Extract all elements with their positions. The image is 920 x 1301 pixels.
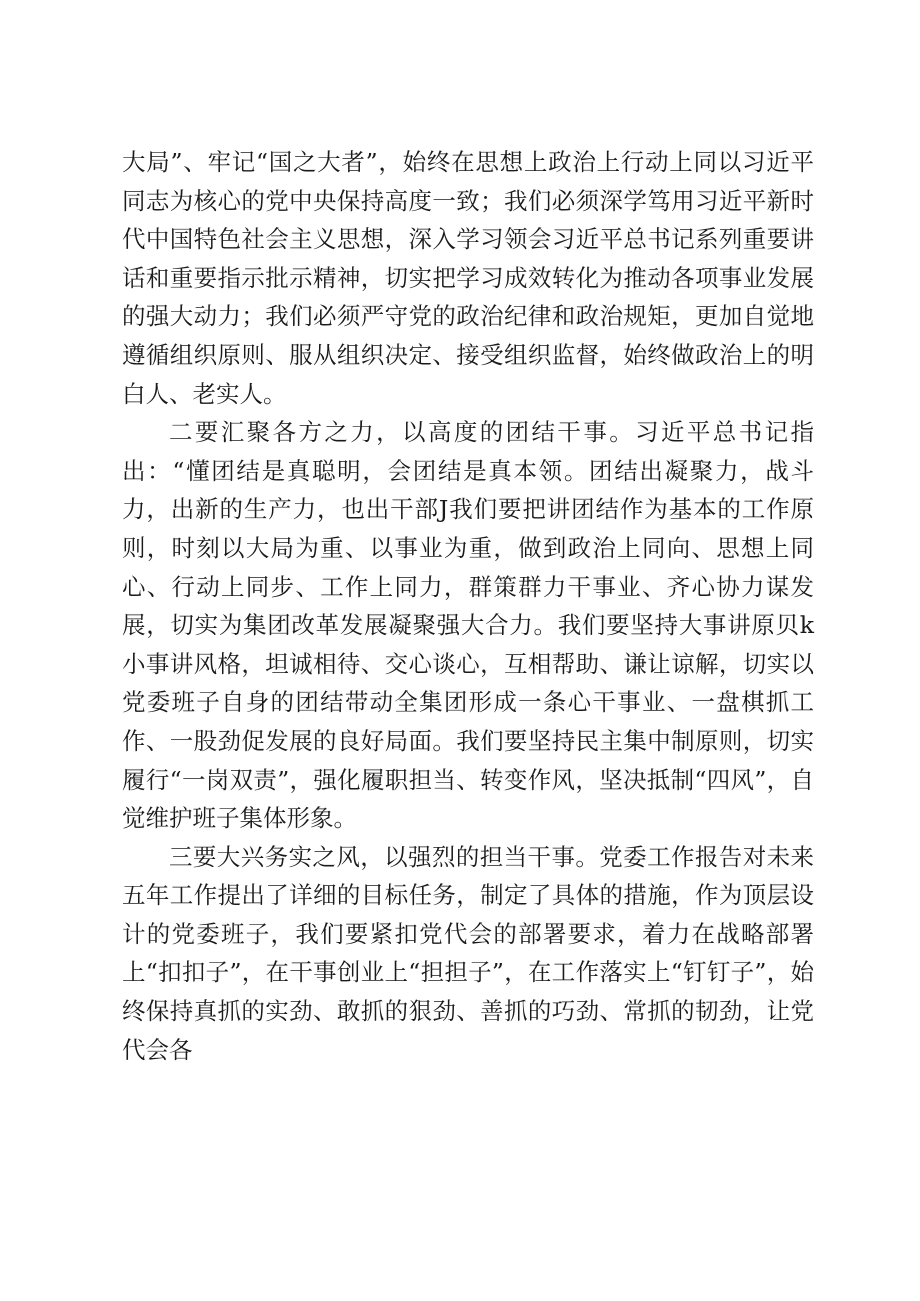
document-body xyxy=(122,143,814,1069)
paragraph-unity: 二要汇聚各方之力，以高度的团结干事。习近平总书记指出：“懂团结是真聪明，会团结是真本领。团结出凝聚力，战斗力，出新的生产力，也出干部J我们要把讲团结作为基本的工作原则，时刻以大局为重、以事业为重，做到政治上同向、思想上同心、行动上同步、工作上同力，群策群力干事业、齐心协力谋发展，切实为集团改革发展凝聚强大合力。我们要坚持大事讲原贝k小事讲风格，坦诚相待、交心谈心，互相帮助、谦让谅解，切实以党委班子自身的团结带动全集团形成一条心干事业、一盘棋抓工作、一股劲促发展的良好局面。我们要坚持民主集中制原则，切实履行“一岗双责”，强化履职担当、转变作风，坚决抵制“四风”，自觉维护班子集体形象。 xyxy=(122,418,814,833)
paragraph-pragmatism: 三要大兴务实之风，以强烈的担当干事。党委工作报告对未来五年工作提出了详细的目标任务，制定了具体的措施，作为顶层设计的党委班子，我们要紧扣党代会的部署要求，着力在战略部署上“扣扣子”，在干事创业上“担担子”，在工作落实上“钉钉子”，始终保持真抓的实劲、敢抓的狠劲、善抓的巧劲、常抓的韧劲，让党代会各 xyxy=(122,842,814,1064)
paragraph-continuation: 大局”、牢记“国之大者”，始终在思想上政治上行动上同以习近平同志为核心的党中央保持高度一致；我们必须深学笃用习近平新时代中国特色社会主义思想，深入学习领会习近平总书记系列重要讲话和重要指示批示精神，切实把学习成效转化为推动各项事业发展的强大动力；我们必须严守党的政治纪律和政治规矩，更加自觉地遵循组织原则、服从组织决定、接受组织监督，始终做政治上的明白人、老实人。 xyxy=(122,148,814,408)
